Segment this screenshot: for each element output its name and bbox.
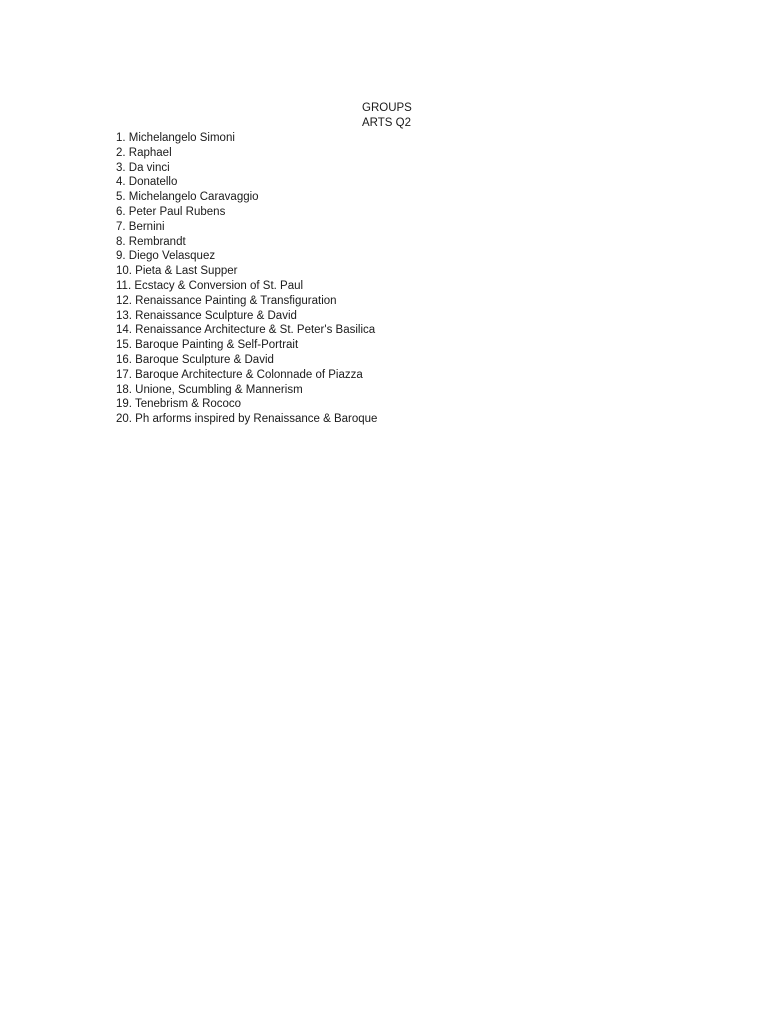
list-item: 4. Donatello bbox=[116, 176, 178, 189]
list-item: 2. Raphael bbox=[116, 146, 172, 159]
list-item: 19. Tenebrism & Rococo bbox=[116, 398, 242, 411]
list-item: 14. Renaissance Architecture & St. Peter's Basilica bbox=[116, 324, 376, 337]
heading-groups: GROUPS bbox=[362, 102, 412, 114]
list-item: 16. Baroque Sculpture & David bbox=[116, 353, 274, 366]
heading-arts-q2: ARTS Q2 bbox=[362, 117, 411, 129]
list-item: 11. Ecstacy & Conversion of St. Paul bbox=[116, 279, 304, 292]
list-item: 7. Bernini bbox=[116, 220, 165, 233]
list-item: 3. Da vinci bbox=[116, 161, 170, 174]
list-item: 18. Unione, Scumbling & Mannerism bbox=[116, 383, 303, 396]
list-item: 8. Rembrandt bbox=[116, 235, 186, 248]
list-item: 13. Renaissance Sculpture & David bbox=[116, 309, 297, 322]
list-item: 20. Ph arforms inspired by Renaissance & Baroque bbox=[116, 413, 378, 426]
list-item: 9. Diego Velasquez bbox=[116, 250, 216, 263]
list-item: 5. Michelangelo Caravaggio bbox=[116, 191, 259, 204]
list-item: 10. Pieta & Last Supper bbox=[116, 265, 238, 278]
list-item: 12. Renaissance Painting & Transfiguration bbox=[116, 294, 337, 307]
list-item: 17. Baroque Architecture & Colonnade of Piazza bbox=[116, 368, 363, 381]
group-list bbox=[116, 131, 377, 427]
list-item: 6. Peter Paul Rubens bbox=[116, 205, 226, 218]
list-item: 15. Baroque Painting & Self-Portrait bbox=[116, 339, 299, 352]
list-item: 1. Michelangelo Simoni bbox=[116, 132, 235, 144]
document-heading bbox=[362, 101, 412, 131]
